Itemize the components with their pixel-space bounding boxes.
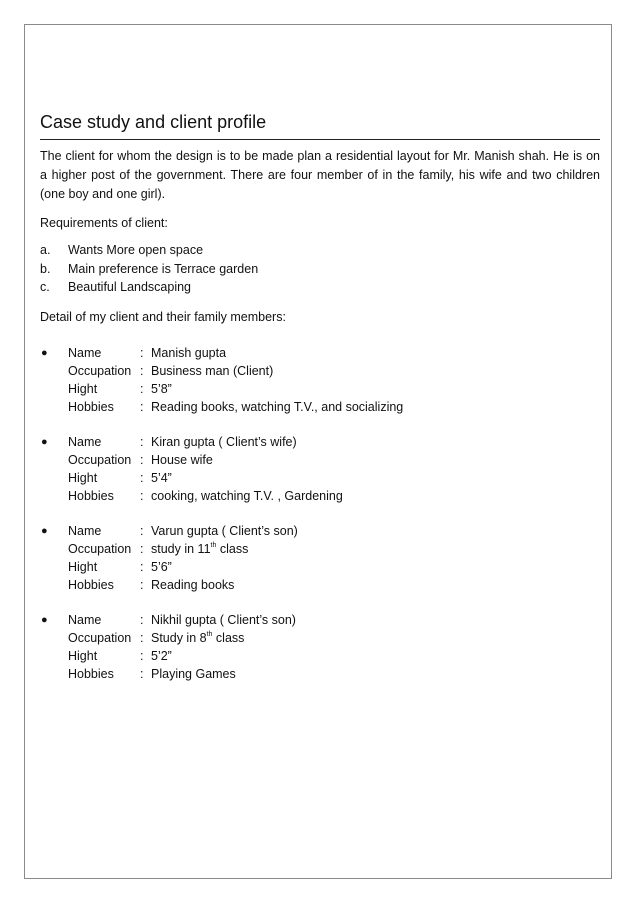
family-member-entry — [40, 522, 600, 594]
height-label: Hight — [68, 470, 98, 485]
separator: : — [140, 363, 144, 378]
member-height: 5’8” — [151, 381, 172, 396]
title-underline — [40, 139, 600, 140]
requirement-text: Wants More open space — [68, 243, 204, 257]
member-occupation — [151, 540, 600, 558]
occupation-label: Occupation — [68, 452, 132, 467]
occupation-label: Occupation — [68, 630, 132, 645]
hobbies-label: Hobbies — [68, 399, 114, 414]
separator: : — [140, 541, 144, 556]
occupation-text: class — [216, 541, 249, 556]
separator: : — [140, 452, 144, 467]
member-hobbies: Reading books — [151, 577, 235, 592]
separator: : — [140, 470, 144, 485]
separator: : — [140, 523, 144, 538]
member-hobbies: Reading books, watching T.V., and socializing — [151, 399, 404, 414]
hobbies-label: Hobbies — [68, 577, 114, 592]
member-occupation: Business man (Client) — [151, 363, 274, 378]
ordinal-suffix: th — [206, 630, 213, 638]
occupation-label: Occupation — [68, 541, 132, 556]
member-hobbies: Playing Games — [151, 666, 236, 681]
separator: : — [140, 488, 144, 503]
separator: : — [140, 399, 144, 414]
name-label: Name — [68, 345, 102, 360]
family-member-entry — [40, 433, 600, 505]
member-name: Nikhil gupta ( Client’s son) — [151, 612, 296, 627]
requirement-marker: a. — [40, 243, 51, 257]
requirement-marker: b. — [40, 261, 51, 276]
separator: : — [140, 345, 144, 360]
occupation-text: class — [212, 630, 245, 645]
hobbies-label: Hobbies — [68, 488, 114, 503]
member-name: Kiran gupta ( Client’s wife) — [151, 434, 297, 449]
requirement-text: Beautiful Landscaping — [68, 280, 192, 294]
name-label: Name — [68, 523, 102, 538]
ordinal-suffix: th — [210, 541, 217, 549]
member-name: Manish gupta — [151, 345, 227, 360]
family-member-entry — [40, 611, 600, 683]
document-body — [40, 110, 600, 700]
bullet-icon: ● — [41, 524, 48, 537]
requirement-item — [40, 260, 600, 279]
requirement-item — [40, 241, 600, 260]
member-height: 5’6” — [151, 559, 172, 574]
page-title: Case study and client profile — [40, 112, 267, 132]
height-label: Hight — [68, 381, 98, 396]
separator: : — [140, 630, 144, 645]
member-occupation — [151, 629, 600, 647]
family-member-entry — [40, 344, 600, 416]
separator: : — [140, 577, 144, 592]
family-details-heading: Detail of my client and their family members: — [40, 309, 286, 324]
member-hobbies: cooking, watching T.V. , Gardening — [151, 488, 343, 503]
separator: : — [140, 612, 144, 627]
requirement-item — [40, 278, 600, 297]
occupation-text: study in 11 — [151, 541, 211, 556]
member-height: 5’4” — [151, 470, 172, 485]
requirements-heading: Requirements of client: — [40, 216, 168, 230]
member-name: Varun gupta ( Client’s son) — [151, 523, 298, 538]
hobbies-label: Hobbies — [68, 666, 114, 681]
separator: : — [140, 381, 144, 396]
separator: : — [140, 434, 144, 449]
member-occupation: House wife — [151, 452, 213, 467]
requirement-marker: c. — [40, 280, 50, 294]
requirements-list — [40, 241, 600, 297]
separator: : — [140, 666, 144, 681]
requirement-text: Main preference is Terrace garden — [68, 261, 259, 276]
name-label: Name — [68, 612, 102, 627]
separator: : — [140, 648, 144, 663]
bullet-icon: ● — [41, 435, 48, 448]
name-label: Name — [68, 434, 102, 449]
occupation-text: Study in 8 — [151, 630, 207, 645]
separator: : — [140, 559, 144, 574]
height-label: Hight — [68, 559, 98, 574]
member-height: 5’2” — [151, 648, 172, 663]
bullet-icon: ● — [41, 346, 48, 359]
height-label: Hight — [68, 648, 98, 663]
intro-paragraph: The client for whom the design is to be made plan a residential layout for Mr. Manish shah. He is on a higher post of the government. There are four member of in the family, his wife and two children (one boy and one girl). — [40, 149, 600, 201]
bullet-icon: ● — [41, 613, 48, 626]
occupation-label: Occupation — [68, 363, 132, 378]
